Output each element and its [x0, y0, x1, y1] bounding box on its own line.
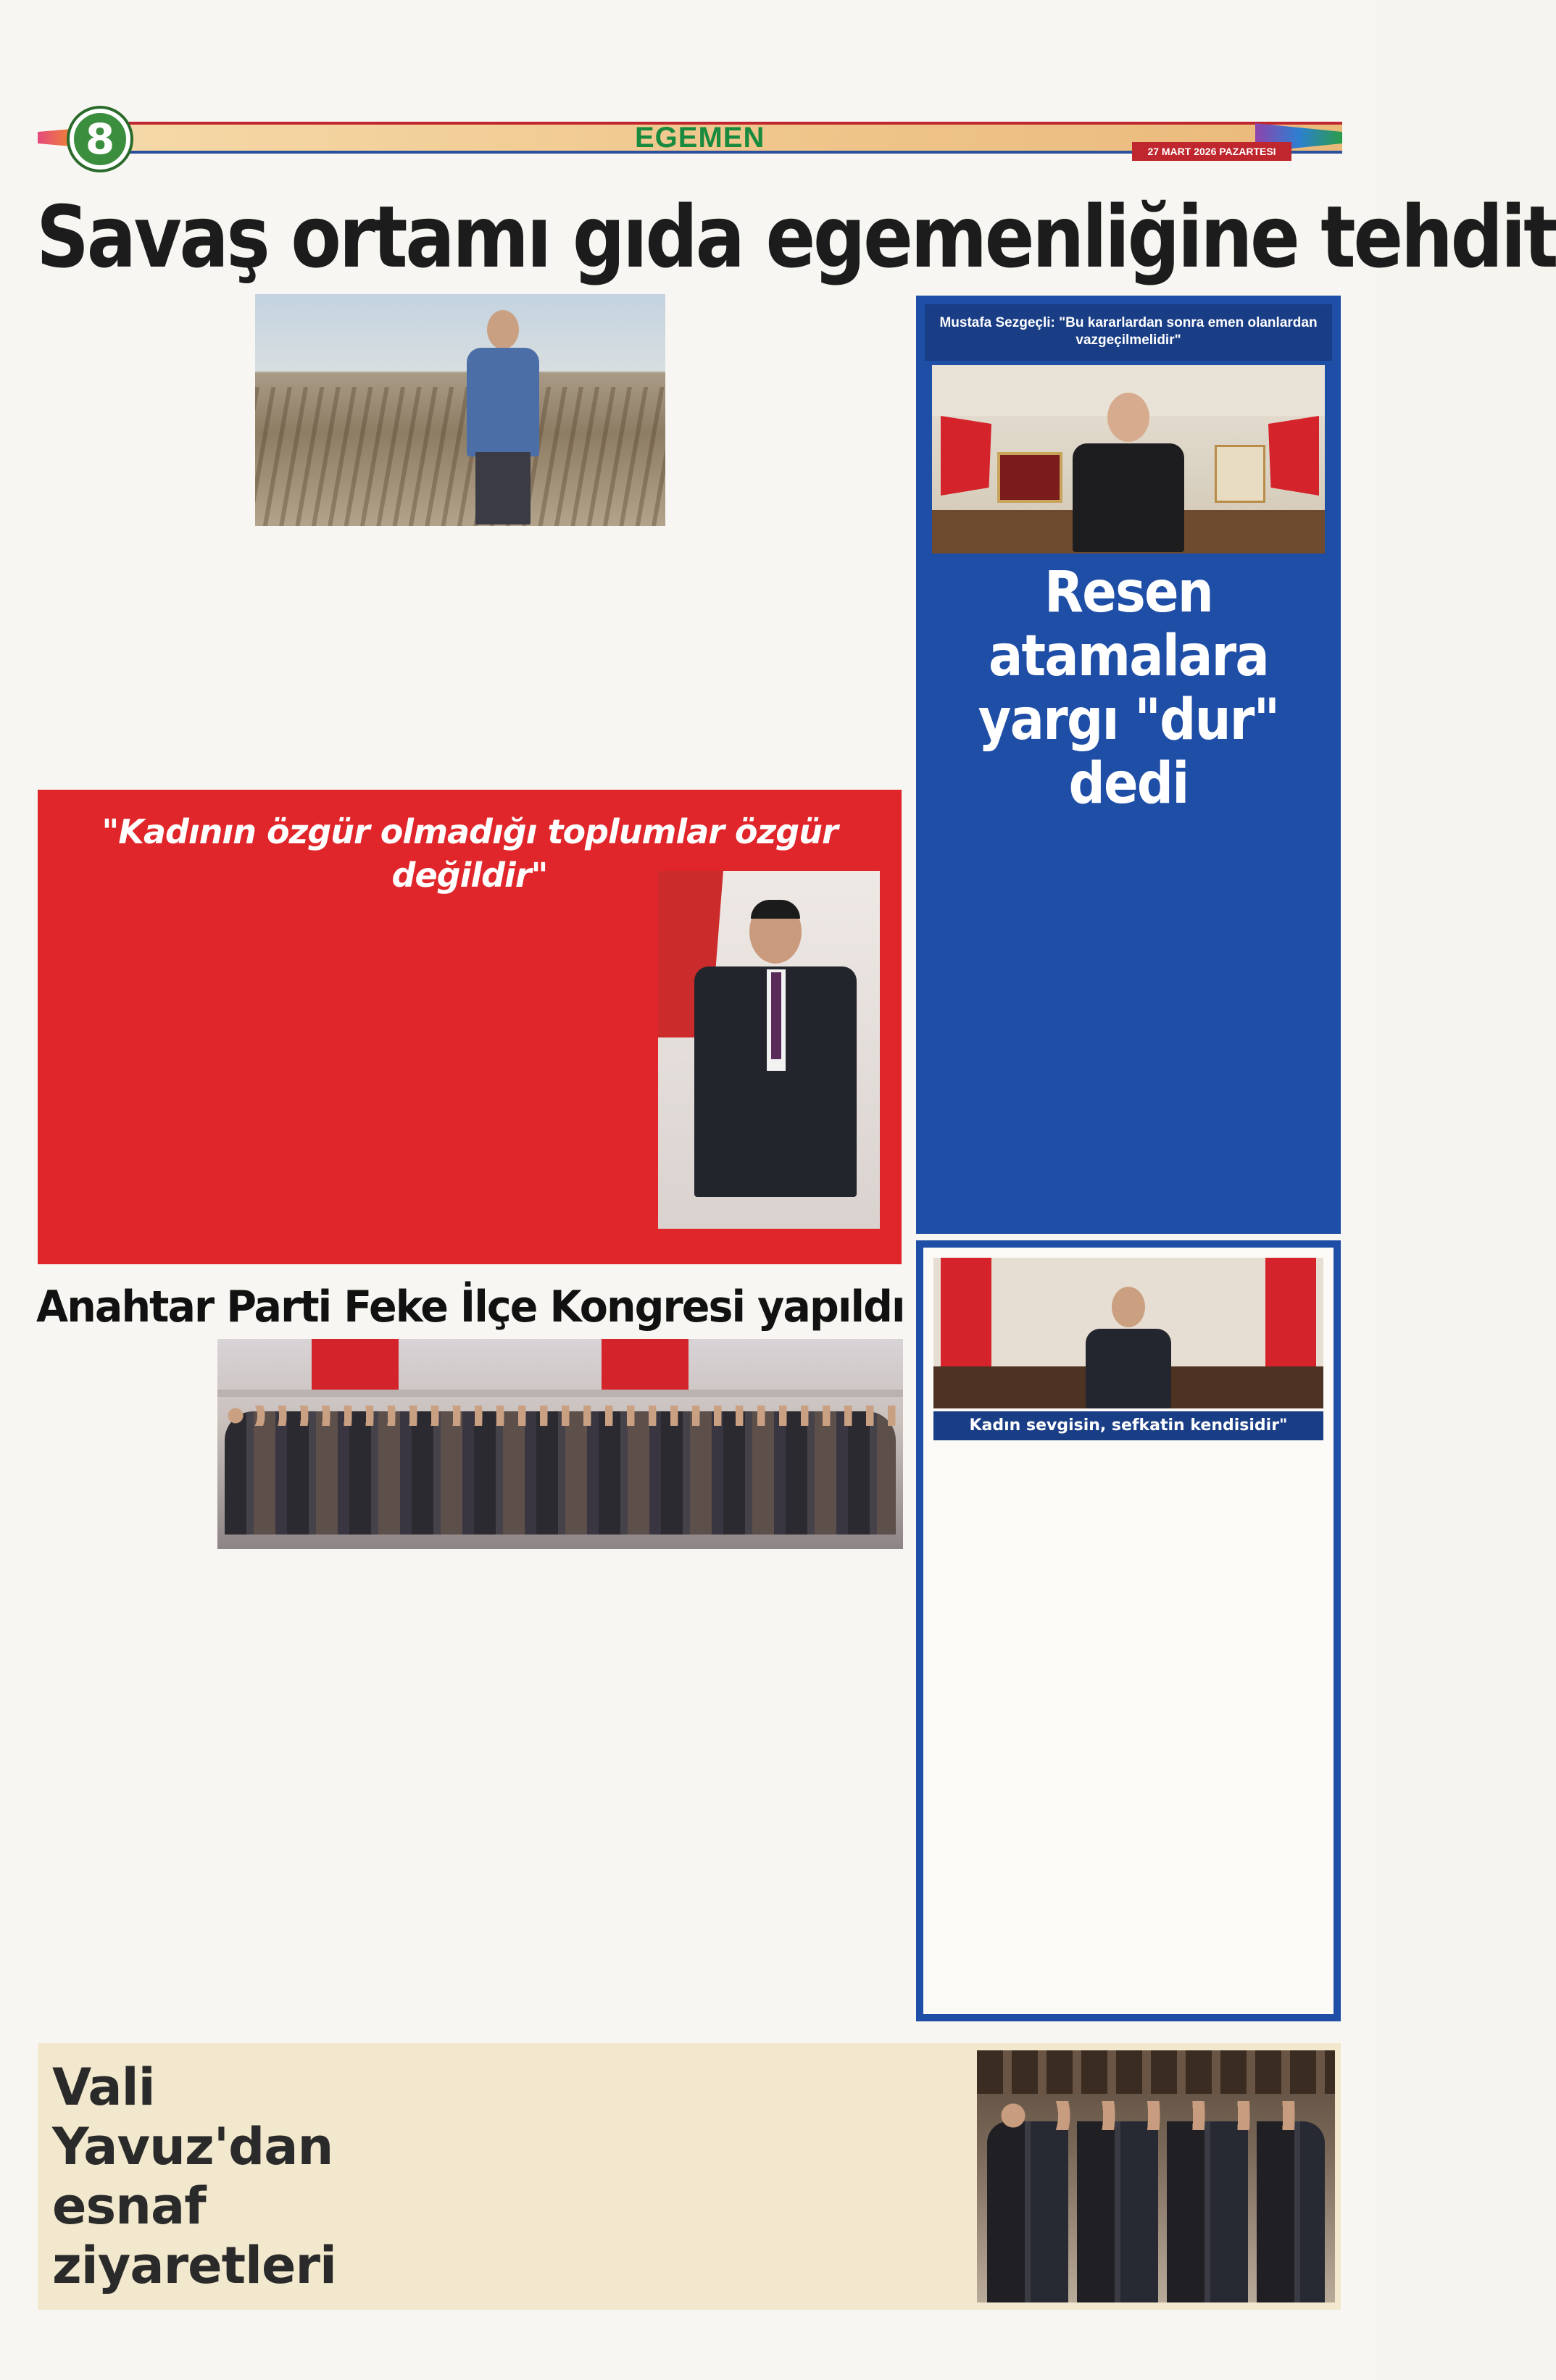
women-column-1 — [933, 1450, 1123, 2008]
lead-photo-person — [459, 310, 546, 526]
lead-column-1 — [39, 297, 242, 761]
box2-flag-right — [1265, 1258, 1316, 1381]
vali-headline — [52, 2058, 342, 2297]
masthead — [38, 109, 1342, 170]
vali-headline-line-4: ziyaretleri — [52, 2236, 337, 2295]
lead-headline: Savaş ortamı gıda egemenliğine tehdit — [36, 187, 1556, 287]
red-headline: "Kadının özgür olmadığı toplumlar özgür değildir" — [101, 812, 838, 895]
vali-people — [987, 2121, 1325, 2302]
vali-headline-line-3: esnaf — [52, 2176, 206, 2236]
red-story-box — [38, 790, 902, 1264]
vali-faces — [991, 2101, 1320, 2130]
kongre-column-1 — [39, 1345, 207, 2018]
vali-headline-line-2: Yavuz'dan — [52, 2117, 333, 2176]
women-column-2 — [1133, 1450, 1323, 2008]
blue-kicker: Mustafa Sezgeçli: "Bu kararlardan sonra emen olanlardan vazgeçilmelidir" — [925, 304, 1332, 361]
blue-story-box — [916, 296, 1341, 1234]
lead-column-2 — [255, 533, 451, 761]
blue-headline: Resen atamalara yargı "dur" dedi — [978, 560, 1279, 817]
wall-certificate — [1215, 445, 1265, 503]
vali-column-3 — [762, 2055, 967, 2298]
vali-story-band — [38, 2043, 1341, 2310]
kongre-column-3 — [391, 1558, 555, 2014]
lead-column-4 — [681, 297, 899, 761]
box2-person — [1081, 1287, 1176, 1408]
group-flag-2 — [602, 1339, 688, 1390]
paper-name: EGEMEN — [635, 122, 765, 154]
wall-frame — [997, 452, 1062, 503]
lead-column-3 — [464, 533, 665, 761]
kongre-column-2 — [217, 1558, 381, 2014]
vali-column-1 — [336, 2055, 539, 2298]
kongre-column-4 — [565, 1558, 729, 2014]
blue-column-1 — [932, 701, 1128, 1219]
red-photo-person — [687, 900, 861, 1197]
issue-date: 27 MART 2026 PAZARTESI — [1132, 142, 1291, 161]
box2-flag-left — [941, 1258, 991, 1381]
vali-headline-line-1: Vali — [52, 2058, 155, 2117]
blue-photo-person — [1067, 385, 1190, 554]
kongre-group-photo — [217, 1339, 903, 1549]
blue-photo — [932, 365, 1325, 554]
blue-column-2 — [1136, 701, 1326, 1219]
flag-right — [1268, 416, 1319, 496]
women-headline: Kadın sevgisin, sefkatin kendisidir" — [933, 1411, 1323, 1440]
vali-column-2 — [549, 2055, 752, 2298]
lead-photo — [255, 294, 665, 526]
red-photo — [658, 871, 880, 1229]
red-column-2 — [349, 871, 644, 1248]
women-story-photo — [933, 1258, 1323, 1408]
vali-photo — [977, 2050, 1335, 2302]
group-flag-1 — [312, 1339, 399, 1390]
page-number: 8 — [70, 109, 130, 170]
group-people — [225, 1411, 896, 1535]
kongre-column-5 — [739, 1558, 903, 2014]
group-faces — [225, 1406, 896, 1426]
kongre-headline: Anahtar Parti Feke İlçe Kongresi yapıldı — [36, 1282, 904, 1332]
red-column-1 — [59, 871, 335, 1248]
women-story-box — [916, 1240, 1341, 2021]
flag-left — [941, 416, 991, 496]
